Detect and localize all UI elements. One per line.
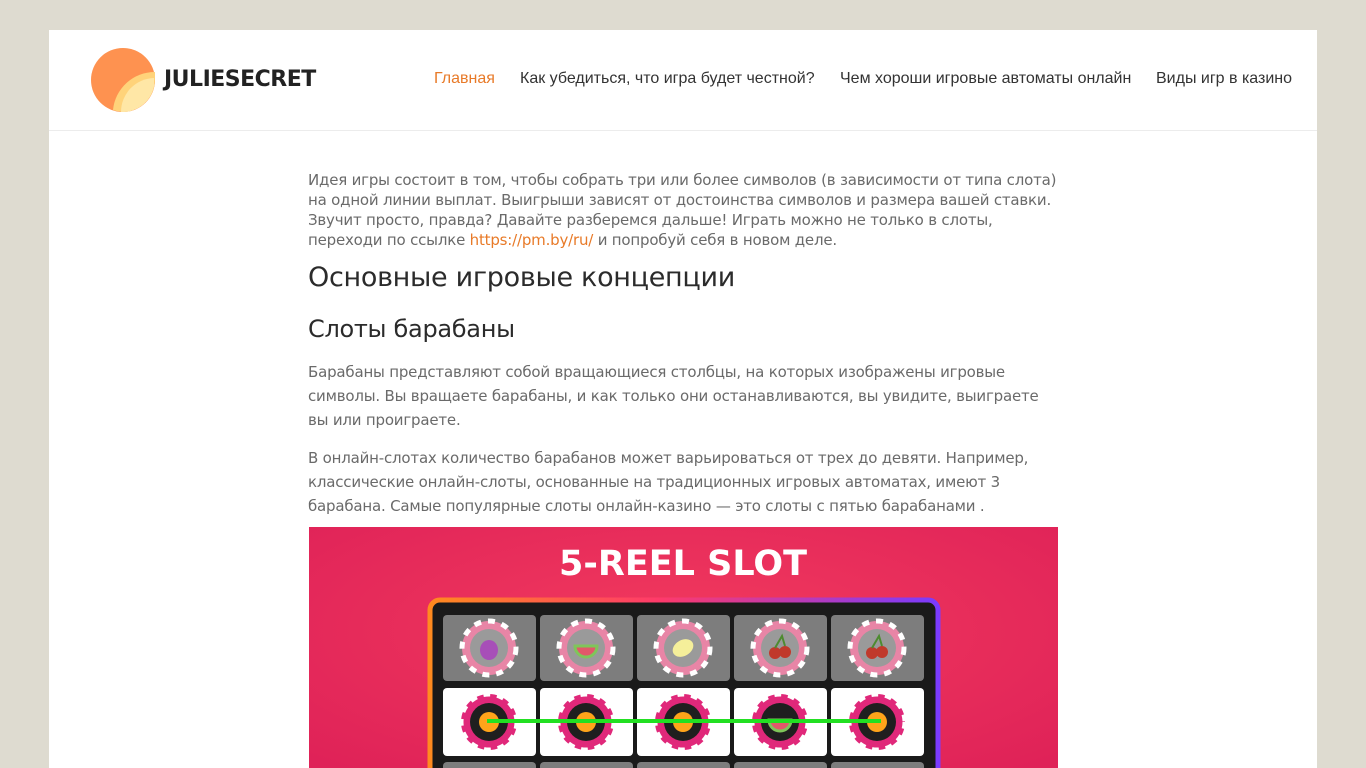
slot-cell bbox=[734, 762, 827, 768]
reel-row-2 bbox=[443, 688, 924, 756]
slot-cell bbox=[443, 762, 536, 768]
watermelon-chip-icon bbox=[559, 621, 613, 675]
lemon-chip-icon bbox=[656, 621, 710, 675]
cherry-chip-icon bbox=[753, 621, 807, 675]
cherry-chip-icon bbox=[850, 621, 904, 675]
section-heading: Основные игровые концепции bbox=[308, 262, 735, 293]
slot-cell bbox=[637, 762, 730, 768]
article-content bbox=[308, 170, 1060, 518]
reels-paragraph-1: Барабаны представляют собой вращающиеся столбцы, на которых изображены игровые символы. Вы вращаете барабаны, и как только они останавливаются, вы увидите, выиграете вы или проиграете. bbox=[308, 363, 1039, 429]
nav-item-casino-games[interactable]: Виды игр в казино bbox=[1156, 70, 1293, 87]
nav-item-fair-play[interactable]: Как убедиться, что игра будет честной? bbox=[520, 70, 815, 87]
nav-item-home[interactable]: Главная bbox=[434, 70, 495, 87]
main-nav bbox=[49, 68, 1317, 92]
intro-link[interactable]: https://pm.by/ru/ bbox=[469, 231, 594, 249]
page-container bbox=[49, 30, 1317, 768]
reels-paragraph-2: В онлайн-слотах количество барабанов может варьироваться от трех до девяти. Например, классические онлайн-слоты, основанные на традиционных игровых автоматах, имеют 3 барабана. Самые популярные слоты онлайн-казино — это слоты с пятью барабанами . bbox=[308, 449, 1029, 515]
nav-item-online-slots[interactable]: Чем хороши игровые автоматы онлайн bbox=[840, 70, 1132, 87]
five-reel-slot-image bbox=[309, 527, 1058, 768]
reel-row-1 bbox=[443, 615, 924, 681]
intro-tail: и попробуй себя в новом деле. bbox=[593, 231, 837, 249]
site-logo-text[interactable]: JULIESECRET bbox=[164, 67, 316, 92]
plum-chip-icon bbox=[462, 621, 516, 675]
site-header bbox=[49, 30, 1317, 131]
intro-text: Идея игры состоит в том, чтобы собрать три или более символов (в зависимости от типа слота) на одной линии выплат. Выигрыши зависят от достоинства символов и размера вашей ставки. Звучит просто, правда? Давайте разберемся дальше! Играть можно не только в слоты, переходи по ссылке bbox=[308, 171, 1057, 249]
slot-title: 5-REEL SLOT bbox=[558, 544, 808, 584]
sub-heading: Слоты барабаны bbox=[308, 315, 515, 343]
reel-row-3 bbox=[443, 762, 924, 768]
slot-cell bbox=[831, 762, 924, 768]
slot-cell bbox=[540, 762, 633, 768]
intro-paragraph bbox=[308, 170, 1060, 250]
